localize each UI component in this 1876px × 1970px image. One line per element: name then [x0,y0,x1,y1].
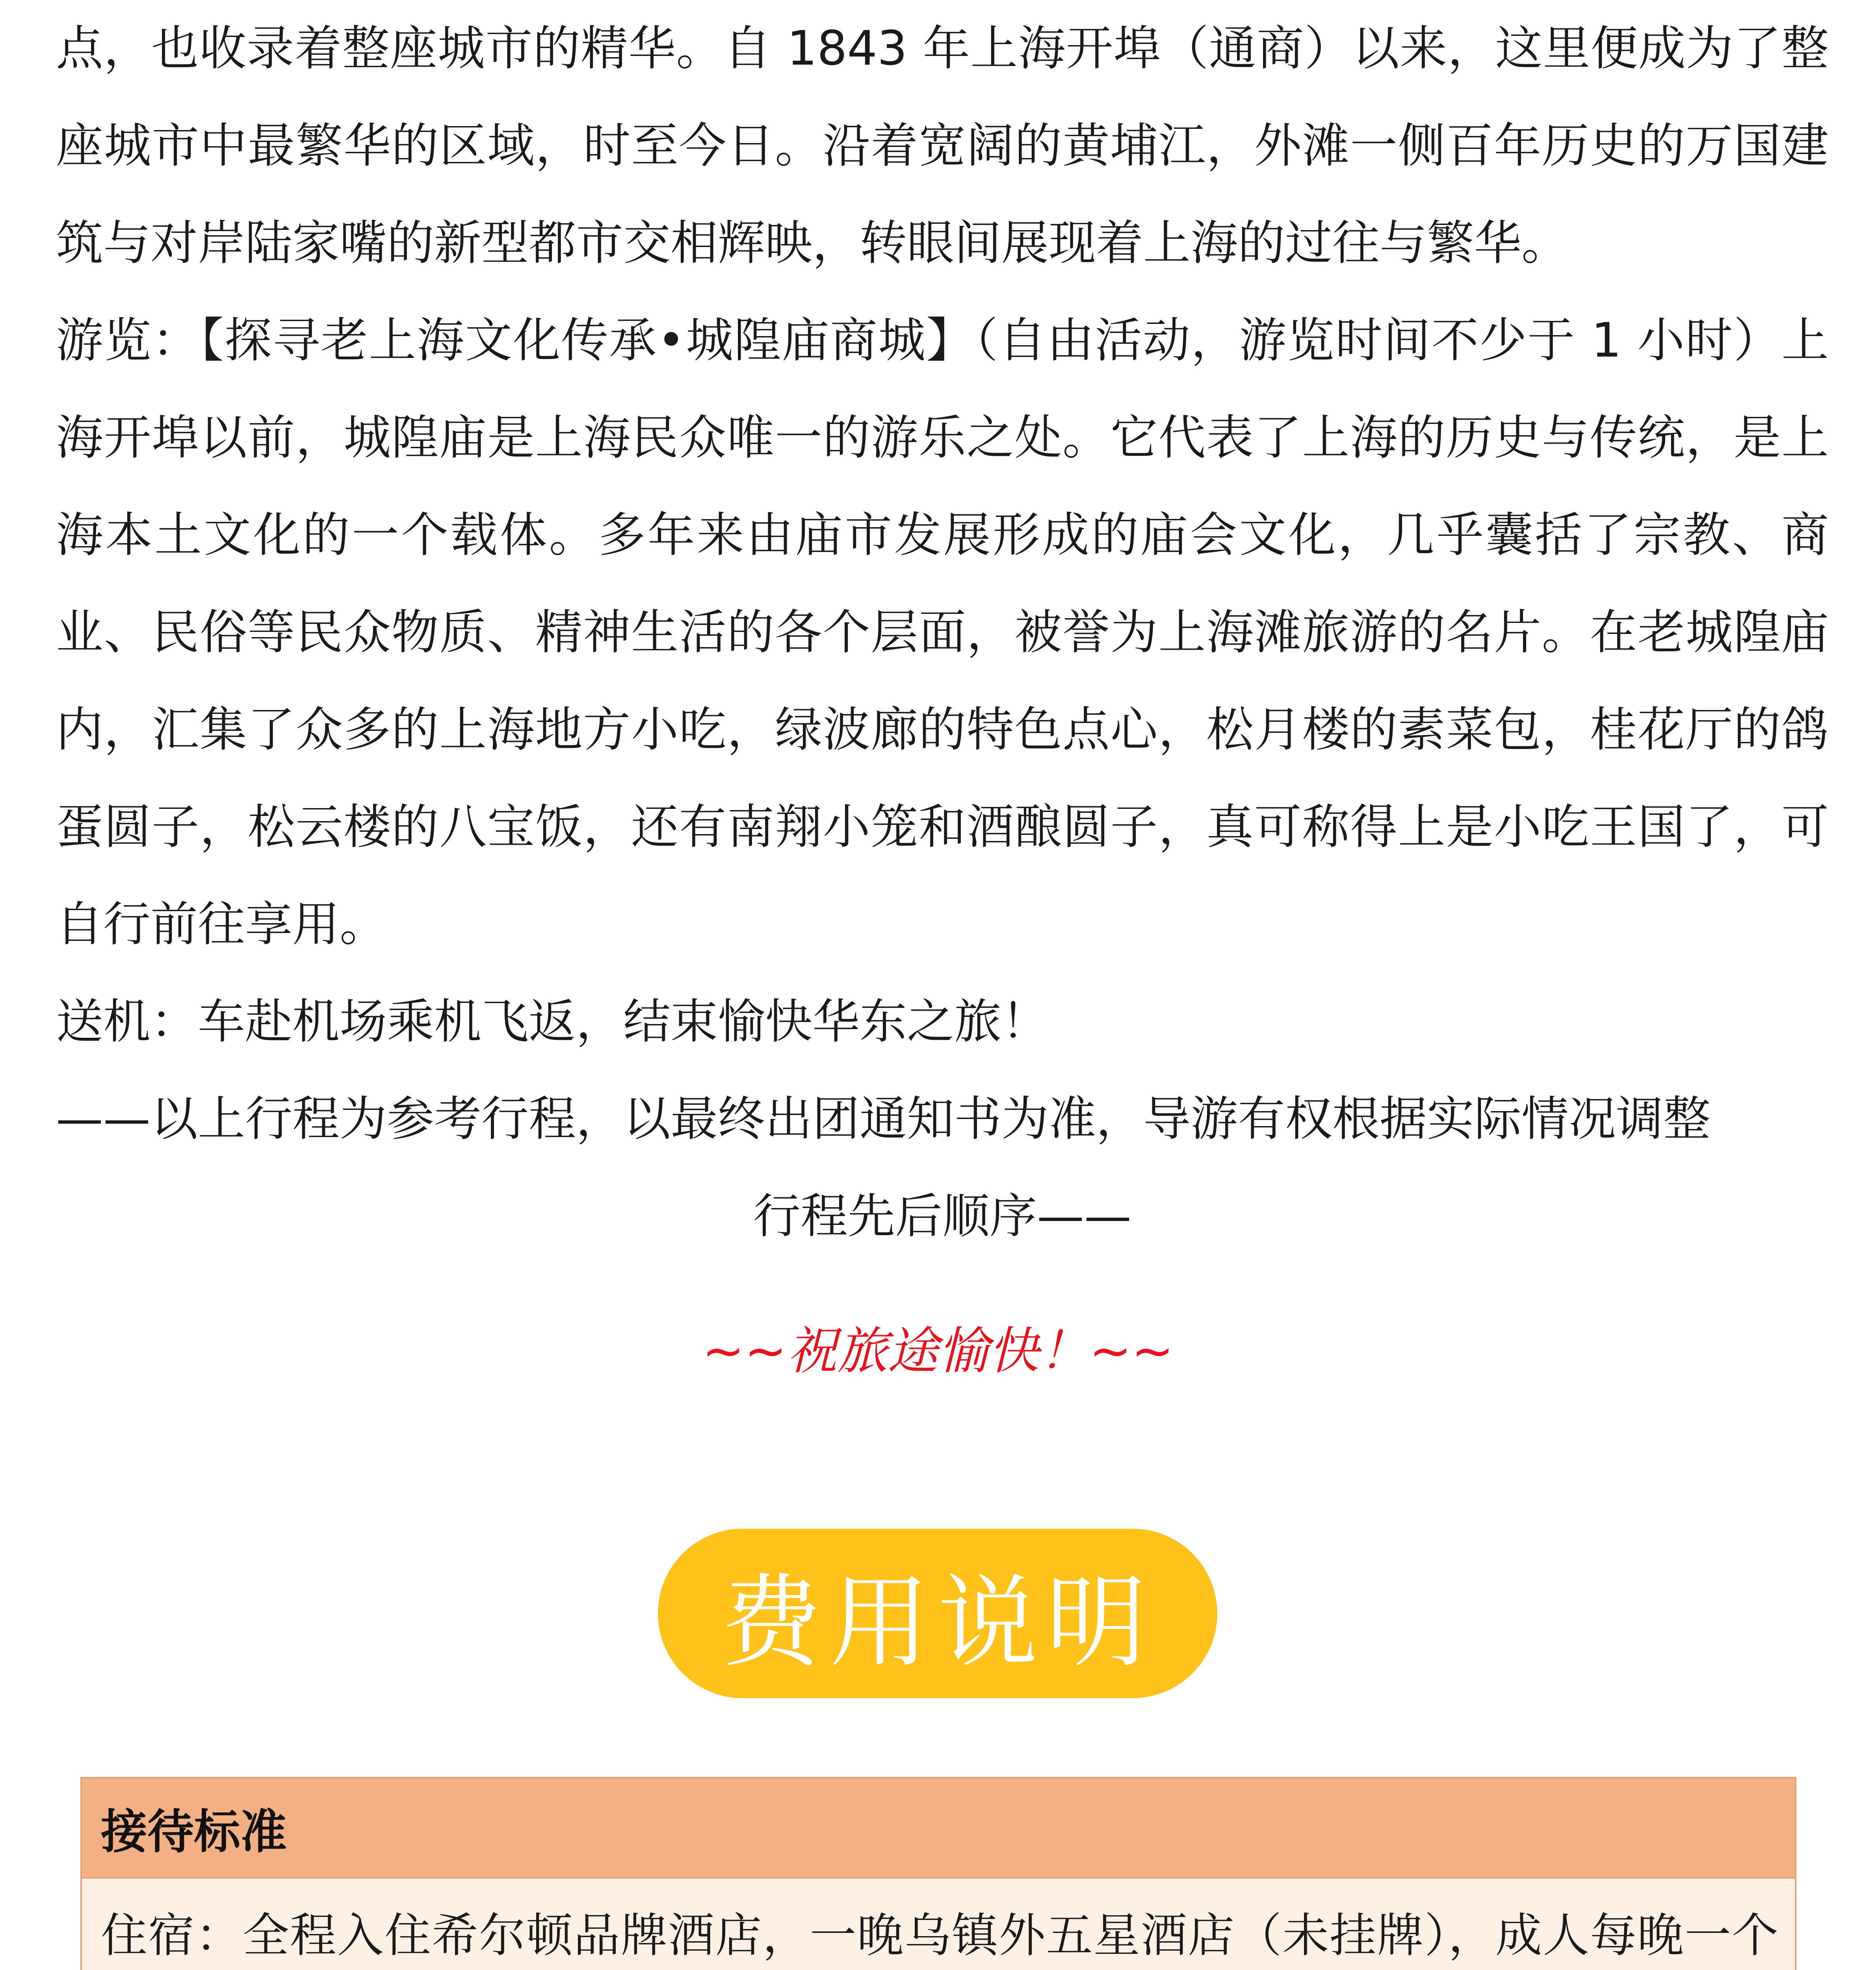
table-body [82,1879,1795,1970]
itinerary-disclaimer-end: 行程先后顺序—— [753,1189,1131,1244]
itinerary-disclaimer: ——以上行程为参考行程，以最终出团通知书为准，导游有权根据实际情况调整 [56,1092,1711,1147]
travel-wish: ~~祝旅途愉快！~~ [702,1322,1174,1381]
itinerary-paragraph-bund: 点，也收录着整座城市的精华。自 1843 年上海开埠（通商）以来，这里便成为了整座城市中最繁华的区域，时至今日。沿着宽阔的黄埔江，外滩一侧百年历史的万国建筑与对岸陆家嘴的新型都市交相辉映，转眼间展现着上海的过往与繁华。 [56,21,1829,271]
itinerary-text [56,0,1829,1265]
reception-standard-table [80,1777,1796,1970]
table-header [82,1779,1795,1879]
table-row-accommodation: 住宿：全程入住希尔顿品牌酒店，一晚乌镇外五星酒店（未挂牌），成人每晚一个 [101,1908,1778,1963]
section-title: 费用说明 [721,1564,1154,1681]
itinerary-paragraph-chenghuang-temple: 游览：【探寻老上海文化传承•城隍庙商城】（自由活动，游览时间不少于 1 小时）上海开埠以前，城隍庙是上海民众唯一的游乐之处。它代表了上海的历史与传统，是上海本土文化的一个载体。多年来由庙市发展形成的庙会文化，几乎囊括了宗教、商业、民俗等民众物质、精神生活的各个层面，被誉为上海滩旅游的名片。在老城隍庙内，汇集了众多的上海地方小吃，绿波廊的特色点心，松月楼的素菜包，桂花厅的鸽蛋圆子，松云楼的八宝饭，还有南翔小笼和酒酿圆子，真可称得上是小吃王国了，可自行前往享用。 [56,313,1829,952]
section-title-badge [658,1529,1217,1698]
itinerary-paragraph-departure: 送机：车赴机场乘机飞返，结束愉快华东之旅！ [56,994,1049,1049]
table-header-label: 接待标准 [101,1805,287,1859]
